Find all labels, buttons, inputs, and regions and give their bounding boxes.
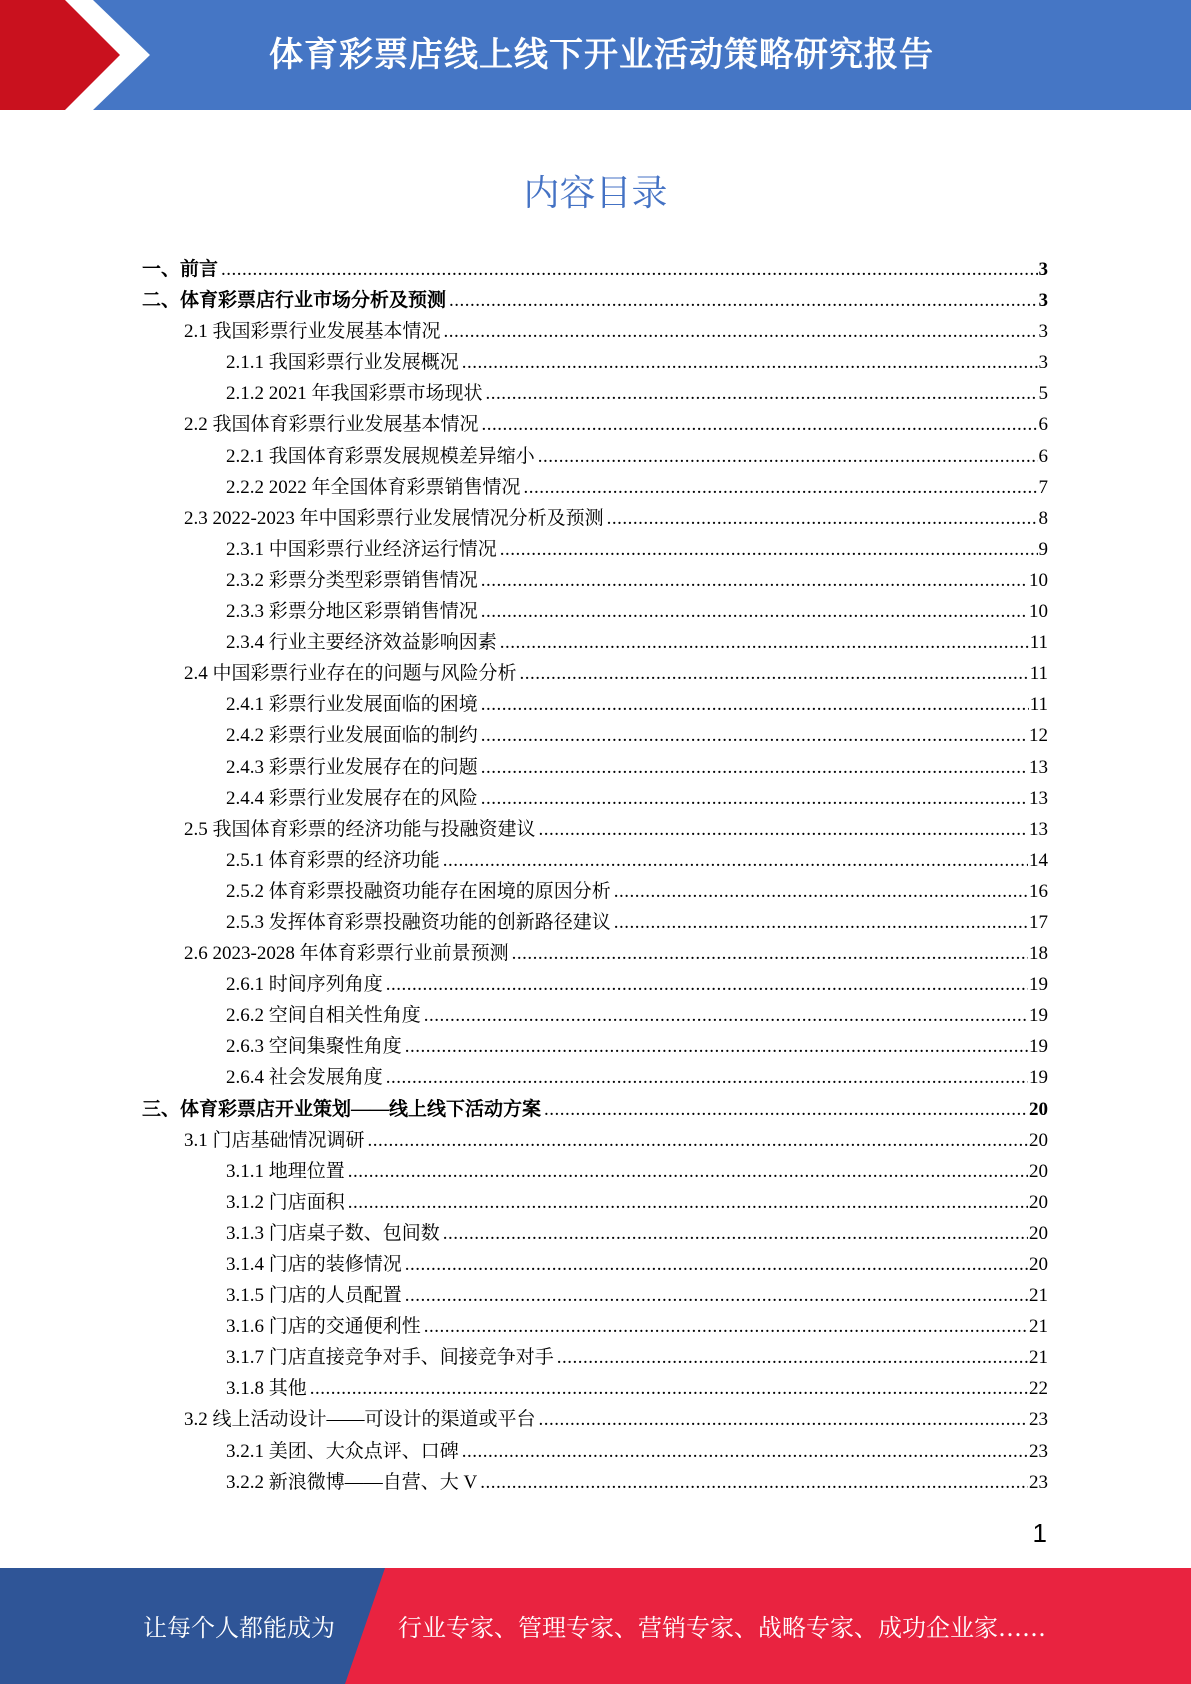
- toc-dot-leader: [348, 1156, 1028, 1187]
- toc-entry[interactable]: [142, 316, 1048, 347]
- toc-entry-title: 2.1 我国彩票行业发展基本情况: [184, 321, 441, 343]
- toc-entry-page: 21: [1029, 1316, 1048, 1338]
- toc-entry-page: 20: [1029, 1191, 1048, 1213]
- toc-entry-title: 2.5.1 体育彩票的经济功能: [226, 849, 440, 871]
- toc-dot-leader: [500, 534, 1038, 565]
- toc-dot-leader: [486, 378, 1038, 409]
- toc-entry-page: 3: [1038, 352, 1048, 374]
- toc-dot-leader: [310, 1373, 1028, 1404]
- toc-entry-title: 2.6.3 空间集聚性角度: [226, 1036, 402, 1058]
- toc-entry-title: 2.4.3 彩票行业发展存在的问题: [226, 756, 478, 778]
- toc-entry-title: 2.5 我国体育彩票的经济功能与投融资建议: [184, 818, 536, 840]
- toc-entry[interactable]: [142, 752, 1048, 783]
- toc-entry[interactable]: [142, 441, 1048, 472]
- toc-entry-title: 3.1.5 门店的人员配置: [226, 1285, 402, 1307]
- footer-banner: [0, 1568, 1191, 1684]
- toc-entry[interactable]: [142, 783, 1048, 814]
- toc-entry[interactable]: [142, 503, 1048, 534]
- toc-entry-page: 5: [1038, 383, 1048, 405]
- toc-entry[interactable]: [142, 876, 1048, 907]
- toc-dot-leader: [443, 1218, 1028, 1249]
- toc-entry[interactable]: [142, 938, 1048, 969]
- toc-entry-page: 17: [1029, 911, 1048, 933]
- toc-entry-page: 11: [1029, 632, 1048, 654]
- toc-entry-page: 13: [1029, 787, 1048, 809]
- toc-dot-leader: [520, 658, 1029, 689]
- table-of-contents: [142, 254, 1048, 1498]
- toc-entry[interactable]: [142, 720, 1048, 751]
- toc-entry-title: 2.3.4 行业主要经济效益影响因素: [226, 632, 497, 654]
- toc-entry-title: 2.6 2023-2028 年体育彩票行业前景预测: [184, 943, 509, 965]
- toc-entry-title: 2.6.1 时间序列角度: [226, 974, 383, 996]
- toc-entry-title: 3.2 线上活动设计——可设计的渠道或平台: [184, 1409, 536, 1431]
- toc-entry-page: 6: [1038, 414, 1048, 436]
- toc-dot-leader: [500, 627, 1029, 658]
- toc-dot-leader: [614, 876, 1028, 907]
- toc-entry-title: 一、前言: [142, 259, 219, 280]
- toc-dot-leader: [405, 1249, 1028, 1280]
- toc-entry-page: 19: [1029, 1005, 1048, 1027]
- toc-entry-page: 22: [1029, 1378, 1048, 1400]
- toc-entry[interactable]: [142, 627, 1048, 658]
- toc-entry-title: 2.4 中国彩票行业存在的问题与风险分析: [184, 663, 517, 685]
- page-number: 1: [1032, 1518, 1047, 1548]
- toc-entry-page: 19: [1029, 1036, 1048, 1058]
- toc-dot-leader: [405, 1280, 1028, 1311]
- toc-entry-title: 2.4.2 彩票行业发展面临的制约: [226, 725, 478, 747]
- toc-entry[interactable]: [142, 1249, 1048, 1280]
- toc-dot-leader: [386, 1062, 1028, 1093]
- toc-entry-page: 6: [1038, 445, 1048, 467]
- toc-entry-page: 11: [1029, 694, 1048, 716]
- toc-entry[interactable]: [142, 1373, 1048, 1404]
- toc-entry[interactable]: [142, 1094, 1048, 1125]
- toc-dot-leader: [424, 1000, 1028, 1031]
- toc-entry-page: 20: [1029, 1222, 1048, 1244]
- toc-dot-leader: [449, 285, 1037, 316]
- toc-entry-page: 21: [1029, 1347, 1048, 1369]
- toc-entry-title: 3.2.1 美团、大众点评、口碑: [226, 1440, 459, 1462]
- toc-entry-page: 9: [1038, 538, 1048, 560]
- toc-entry-page: 3: [1038, 290, 1048, 312]
- toc-entry-title: 3.1.4 门店的装修情况: [226, 1254, 402, 1275]
- toc-entry[interactable]: [142, 378, 1048, 409]
- toc-entry[interactable]: [142, 1125, 1048, 1156]
- toc-dot-leader: [614, 907, 1028, 938]
- toc-entry[interactable]: [142, 845, 1048, 876]
- toc-entry-page: 7: [1038, 476, 1048, 498]
- toc-entry[interactable]: [142, 285, 1048, 316]
- toc-dot-leader: [481, 689, 1029, 720]
- toc-entry-title: 3.1.8 其他: [226, 1378, 307, 1400]
- toc-dot-leader: [544, 1094, 1028, 1125]
- toc-entry-page: 21: [1029, 1285, 1048, 1307]
- toc-dot-leader: [444, 316, 1038, 347]
- toc-entry-page: 23: [1029, 1471, 1048, 1493]
- toc-entry-page: 13: [1029, 756, 1048, 778]
- toc-entry[interactable]: [142, 596, 1048, 627]
- toc-dot-leader: [424, 1311, 1028, 1342]
- toc-entry[interactable]: [142, 1280, 1048, 1311]
- toc-entry-title: 2.6.2 空间自相关性角度: [226, 1005, 421, 1027]
- toc-entry-title: 3.1 门店基础情况调研: [184, 1129, 365, 1151]
- toc-dot-leader: [481, 720, 1028, 751]
- toc-entry[interactable]: [142, 814, 1048, 845]
- toc-entry-page: 10: [1029, 601, 1048, 623]
- toc-dot-leader: [524, 472, 1038, 503]
- toc-entry-title: 3.1.6 门店的交通便利性: [226, 1316, 421, 1338]
- toc-entry-page: 8: [1038, 507, 1048, 529]
- toc-entry-title: 2.5.3 发挥体育彩票投融资功能的创新路径建议: [226, 911, 611, 933]
- toc-entry-page: 14: [1029, 849, 1048, 871]
- toc-entry-title: 2.1.2 2021 年我国彩票市场现状: [226, 383, 483, 405]
- toc-dot-leader: [348, 1187, 1028, 1218]
- toc-entry[interactable]: [142, 1218, 1048, 1249]
- toc-entry-page: 13: [1029, 818, 1048, 840]
- toc-entry-title: 3.1.3 门店桌子数、包间数: [226, 1222, 440, 1244]
- footer-slogan-left: 让每个人都能成为: [143, 1614, 335, 1642]
- toc-entry-title: 2.3 2022-2023 年中国彩票行业发展情况分析及预测: [184, 507, 604, 529]
- footer-slogan-right: 行业专家、管理专家、营销专家、战略专家、成功企业家……: [398, 1614, 1046, 1642]
- document-title: 体育彩票店线上线下开业活动策略研究报告: [269, 35, 934, 75]
- toc-entry[interactable]: [142, 1404, 1048, 1435]
- toc-entry-page: 3: [1038, 321, 1048, 343]
- header-banner: [0, 0, 1191, 110]
- toc-dot-leader: [539, 814, 1028, 845]
- toc-entry-page: 3: [1038, 259, 1048, 280]
- toc-entry-title: 2.5.2 体育彩票投融资功能存在困境的原因分析: [226, 880, 611, 902]
- toc-entry-title: 2.1.1 我国彩票行业发展概况: [226, 352, 459, 374]
- toc-entry[interactable]: [142, 1311, 1048, 1342]
- toc-entry-title: 2.2.1 我国体育彩票发展规模差异缩小: [226, 445, 535, 467]
- toc-entry[interactable]: [142, 1031, 1048, 1062]
- toc-dot-leader: [221, 254, 1037, 285]
- toc-dot-leader: [481, 565, 1028, 596]
- toc-entry-page: 20: [1029, 1160, 1048, 1182]
- toc-entry-title: 2.2.2 2022 年全国体育彩票销售情况: [226, 476, 521, 498]
- toc-dot-leader: [368, 1125, 1028, 1156]
- toc-entry-page: 20: [1029, 1098, 1048, 1120]
- toc-entry[interactable]: [142, 1062, 1048, 1093]
- toc-entry-title: 二、体育彩票店行业市场分析及预测: [142, 290, 447, 312]
- toc-entry-page: 10: [1029, 569, 1048, 591]
- toc-entry[interactable]: [142, 254, 1048, 285]
- toc-entry[interactable]: [142, 658, 1048, 689]
- toc-dot-leader: [443, 845, 1028, 876]
- toc-entry[interactable]: [142, 534, 1048, 565]
- toc-entry-page: 20: [1029, 1254, 1048, 1275]
- toc-dot-leader: [607, 503, 1038, 534]
- toc-dot-leader: [512, 938, 1028, 969]
- toc-entry[interactable]: [142, 1342, 1048, 1373]
- toc-entry-title: 2.3.1 中国彩票行业经济运行情况: [226, 538, 497, 560]
- toc-entry-page: 20: [1029, 1129, 1048, 1151]
- toc-entry-page: 16: [1029, 880, 1048, 902]
- toc-entry[interactable]: [142, 1436, 1048, 1467]
- toc-dot-leader: [538, 441, 1038, 472]
- toc-entry[interactable]: [142, 472, 1048, 503]
- toc-entry-page: 19: [1029, 974, 1048, 996]
- toc-dot-leader: [386, 969, 1028, 1000]
- toc-dot-leader: [405, 1031, 1028, 1062]
- toc-entry-title: 3.1.1 地理位置: [226, 1160, 345, 1182]
- toc-entry-title: 三、体育彩票店开业策划——线上线下活动方案: [142, 1098, 542, 1120]
- toc-dot-leader: [539, 1404, 1028, 1435]
- toc-entry-title: 2.3.2 彩票分类型彩票销售情况: [226, 569, 478, 591]
- toc-dot-leader: [462, 347, 1038, 378]
- toc-entry[interactable]: [142, 347, 1048, 378]
- toc-dot-leader: [481, 783, 1028, 814]
- toc-entry[interactable]: [142, 1156, 1048, 1187]
- toc-entry[interactable]: [142, 409, 1048, 440]
- toc-dot-leader: [557, 1342, 1028, 1373]
- toc-dot-leader: [480, 1467, 1028, 1498]
- toc-entry-page: 12: [1029, 725, 1048, 747]
- toc-entry-page: 18: [1029, 943, 1048, 965]
- toc-entry[interactable]: [142, 1187, 1048, 1218]
- toc-dot-leader: [481, 596, 1028, 627]
- toc-entry-title: 3.2.2 新浪微博——自营、大 V: [226, 1471, 478, 1493]
- toc-entry[interactable]: [142, 907, 1048, 938]
- toc-entry-title: 2.4.4 彩票行业发展存在的风险: [226, 787, 478, 809]
- toc-entry-page: 23: [1029, 1409, 1048, 1431]
- toc-entry[interactable]: [142, 689, 1048, 720]
- toc-entry-page: 19: [1029, 1067, 1048, 1089]
- toc-entry-page: 11: [1029, 663, 1048, 685]
- toc-dot-leader: [482, 409, 1038, 440]
- toc-entry-title: 2.2 我国体育彩票行业发展基本情况: [184, 414, 479, 436]
- toc-entry-title: 3.1.7 门店直接竞争对手、间接竞争对手: [226, 1347, 554, 1369]
- toc-entry-title: 2.6.4 社会发展角度: [226, 1067, 383, 1089]
- toc-entry-title: 2.4.1 彩票行业发展面临的困境: [226, 694, 478, 716]
- toc-dot-leader: [462, 1436, 1028, 1467]
- toc-entry-title: 2.3.3 彩票分地区彩票销售情况: [226, 601, 478, 623]
- toc-entry[interactable]: [142, 1000, 1048, 1031]
- toc-entry[interactable]: [142, 565, 1048, 596]
- toc-entry[interactable]: [142, 1467, 1048, 1498]
- toc-heading: 内容目录: [523, 173, 668, 214]
- toc-dot-leader: [481, 752, 1028, 783]
- toc-entry-title: 3.1.2 门店面积: [226, 1191, 345, 1213]
- toc-entry-page: 23: [1029, 1440, 1048, 1462]
- toc-entry[interactable]: [142, 969, 1048, 1000]
